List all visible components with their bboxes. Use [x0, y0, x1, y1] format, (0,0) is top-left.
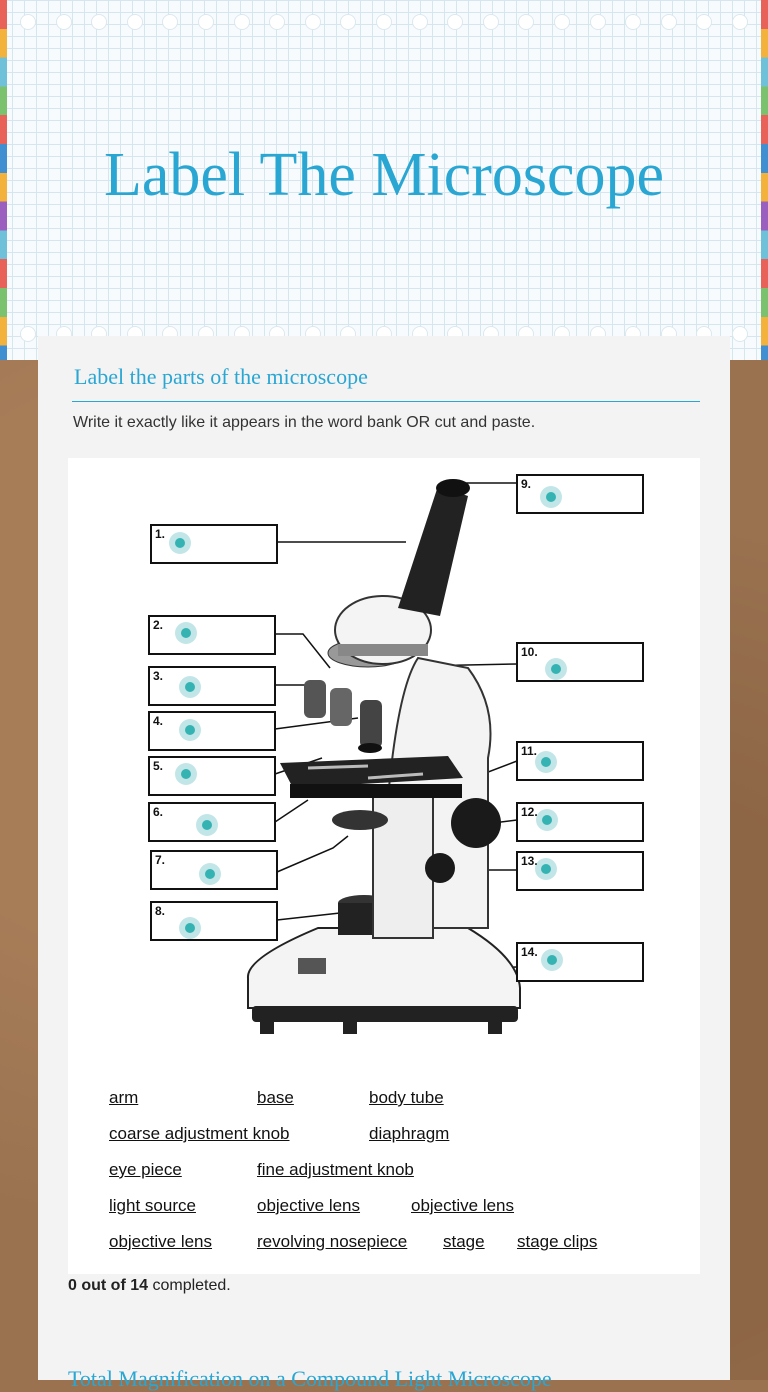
label-number: 4.	[153, 714, 164, 728]
answer-hotspot-1[interactable]	[169, 532, 191, 554]
label-number: 2.	[153, 618, 164, 632]
label-box-2[interactable]	[148, 615, 276, 655]
label-number: 1.	[155, 527, 166, 541]
label-number: 12.	[521, 805, 538, 819]
answer-hotspot-6[interactable]	[196, 814, 218, 836]
label-number: 3.	[153, 669, 164, 683]
answer-hotspot-8[interactable]	[179, 917, 201, 939]
label-number: 7.	[155, 853, 166, 867]
label-number: 5.	[153, 759, 164, 773]
completion-status	[68, 1277, 231, 1295]
completion-count: 0 out of 14	[68, 1277, 149, 1294]
label-number: 14.	[521, 945, 538, 959]
binder-holes-top	[20, 14, 748, 32]
page-title: Label The Microscope	[103, 141, 665, 209]
answer-hotspot-9[interactable]	[540, 486, 562, 508]
word-bank-item: coarse adjustment knob	[109, 1124, 290, 1143]
label-box-4[interactable]	[148, 711, 276, 751]
label-number: 6.	[153, 805, 164, 819]
answer-hotspot-4[interactable]	[179, 719, 201, 741]
word-bank-item: revolving nosepiece	[257, 1232, 408, 1251]
answer-hotspot-11[interactable]	[535, 751, 557, 773]
word-bank-item: base	[257, 1088, 294, 1107]
label-box-3[interactable]	[148, 666, 276, 706]
answer-hotspot-14[interactable]	[541, 949, 563, 971]
label-number: 8.	[155, 904, 166, 918]
word-bank-item: fine adjustment knob	[257, 1160, 414, 1179]
section-title: Label the parts of the microscope	[74, 364, 368, 389]
word-bank-item: objective lens	[109, 1232, 213, 1251]
word-bank-item: objective lens	[257, 1196, 361, 1215]
label-box-10[interactable]	[516, 642, 644, 682]
next-section-title: Total Magnification on a Compound Light Microscope	[68, 1366, 552, 1391]
answer-hotspot-12[interactable]	[536, 809, 558, 831]
label-box-9[interactable]	[516, 474, 644, 514]
label-number: 10.	[521, 645, 538, 659]
word-bank-item: body tube	[369, 1088, 444, 1107]
answer-hotspot-10[interactable]	[545, 658, 567, 680]
word-bank-item: light source	[109, 1196, 196, 1215]
notebook-header	[0, 0, 768, 360]
word-bank-item: stage clips	[517, 1232, 598, 1251]
answer-hotspot-5[interactable]	[175, 763, 197, 785]
label-box-14[interactable]	[516, 942, 644, 982]
answer-hotspot-2[interactable]	[175, 622, 197, 644]
label-number: 13.	[521, 854, 538, 868]
answer-hotspot-13[interactable]	[535, 858, 557, 880]
answer-hotspot-7[interactable]	[199, 863, 221, 885]
word-bank-item: objective lens	[411, 1196, 515, 1215]
label-number: 11.	[521, 744, 538, 758]
word-bank-item: arm	[109, 1088, 139, 1107]
answer-hotspot-3[interactable]	[179, 676, 201, 698]
label-number: 9.	[521, 477, 532, 491]
completion-suffix: completed.	[148, 1277, 231, 1294]
word-bank-item: diaphragm	[369, 1124, 450, 1143]
section-instructions: Write it exactly like it appears in the word bank OR cut and paste.	[73, 414, 536, 431]
section-divider	[72, 401, 700, 402]
microscope-figure	[68, 458, 700, 1274]
label-box-8[interactable]	[150, 901, 278, 941]
word-bank-item: stage	[443, 1232, 485, 1251]
label-box-5[interactable]	[148, 756, 276, 796]
word-bank-item: eye piece	[109, 1160, 182, 1179]
